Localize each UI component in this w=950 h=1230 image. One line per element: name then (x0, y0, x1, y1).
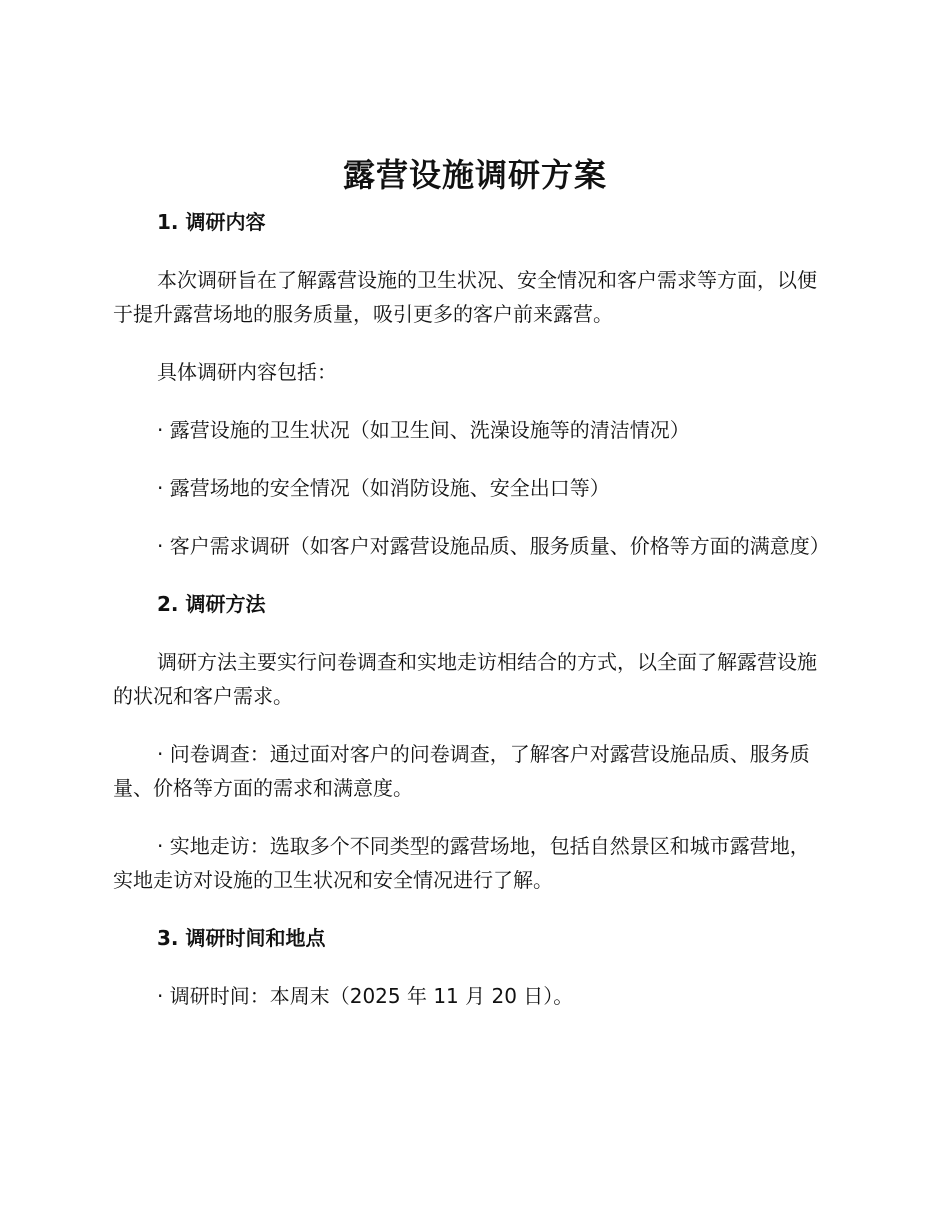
section-time-place (113, 921, 829, 1013)
bullet-item: · 露营场地的安全情况（如消防设施、安全出口等） (157, 476, 610, 500)
bullet-item: · 实地走访：选取多个不同类型的露营场地，包括自然景区和城市露营地，实地走访对设施的卫生状况和安全情况进行了解。 (113, 834, 810, 892)
section-content (113, 205, 829, 563)
paragraph: 本次调研旨在了解露营设施的卫生状况、安全情况和客户需求等方面，以便于提升露营场地的服务质量，吸引更多的客户前来露营。 (113, 268, 817, 326)
section-method (113, 587, 829, 897)
document-title: 露营设施调研方案 (342, 156, 607, 194)
bullet-item: · 调研时间：本周末（2025 年 11 月 20 日）。 (157, 984, 574, 1008)
bullet-item: · 露营设施的卫生状况（如卫生间、洗澡设施等的清洁情况） (157, 418, 690, 442)
section-heading: 3. 调研时间和地点 (157, 926, 326, 950)
section-heading: 2. 调研方法 (157, 592, 266, 616)
paragraph: 具体调研内容包括： (157, 360, 337, 384)
bullet-item: · 问卷调查：通过面对客户的问卷调查，了解客户对露营设施品质、服务质量、价格等方面的需求和满意度。 (113, 742, 810, 800)
section-heading: 1. 调研内容 (157, 210, 266, 234)
paragraph: 调研方法主要实行问卷调查和实地走访相结合的方式，以全面了解露营设施的状况和客户需求。 (113, 650, 817, 708)
bullet-item: · 客户需求调研（如客户对露营设施品质、服务质量、价格等方面的满意度） (157, 534, 830, 558)
document-body (113, 205, 829, 1013)
